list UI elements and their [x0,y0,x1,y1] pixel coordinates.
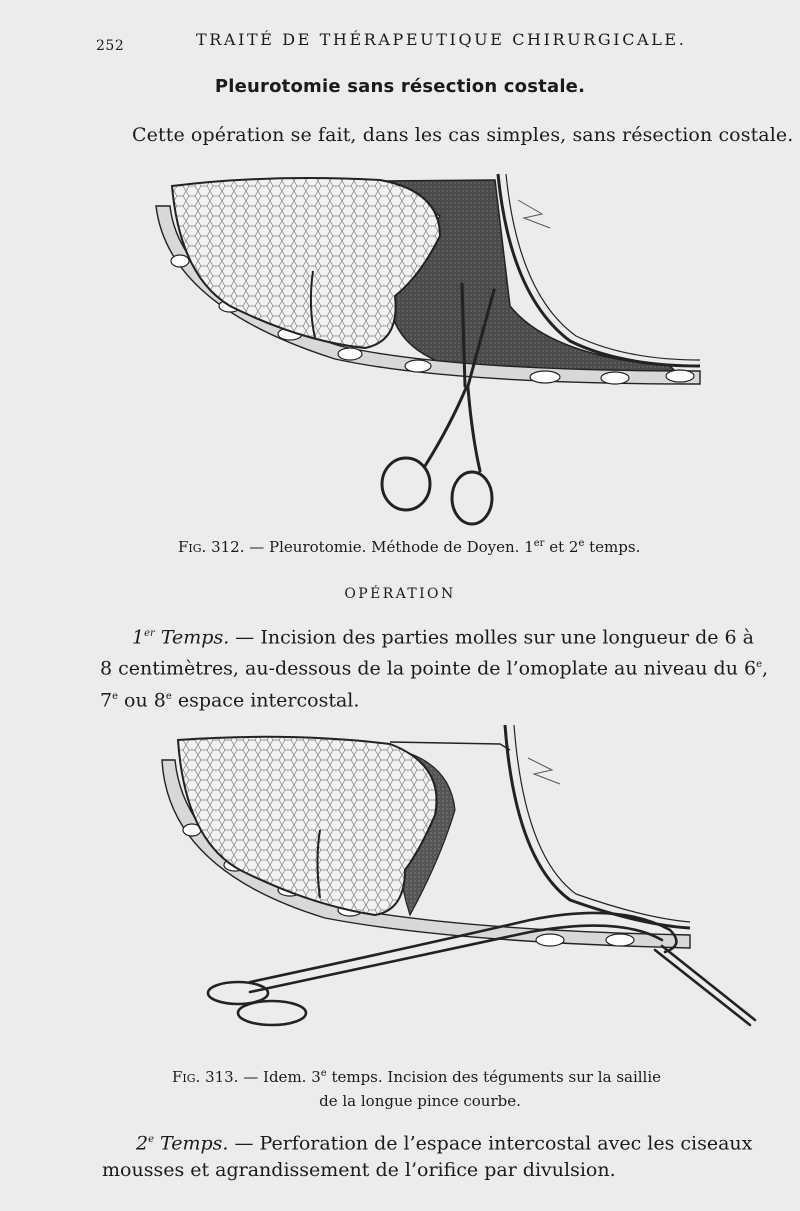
figure-313-label: Fig. 313. [172,1068,239,1086]
figure-312-sup1: er [533,538,545,549]
temps-2-line-1 [102,1126,792,1157]
temps-1-paragraph [100,620,790,714]
temps-1-text-3-sup2: e [165,690,172,702]
temps-2-label: 2 [136,1132,149,1155]
figure-312-caption-mid: et 2 [544,538,579,556]
page-number: 252 [96,38,125,54]
operation-heading: OPÉRATION [344,586,456,602]
temps-1-text-3c: espace intercostal. [171,688,360,711]
temps-1-text-3a: 7 [100,688,113,711]
figure-312-label: Fig. 312. [178,538,245,556]
temps-1-label: 1 [132,626,145,649]
temps-1-label-sup: er [144,628,155,639]
figure-312-caption-text: — Pleurotomie. Méthode de Doyen. 1 [249,538,534,556]
figure-312-illustration [150,166,710,532]
running-title: TRAITÉ DE THÉRAPEUTIQUE CHIRURGICALE. [196,30,687,49]
temps-2-text-1: — Perforation de l’espace intercostal avec les ciseaux [228,1132,753,1155]
temps-2-label-word: Temps. [154,1132,229,1155]
temps-2-line-2: mousses et agrandissement de l’orifice par divulsion. [102,1159,616,1182]
temps-2-label-sup: e [148,1134,155,1145]
figure-312-caption [178,538,800,556]
figure-313-caption-sup: e [320,1068,327,1079]
temps-1-text-2-sup: e [756,659,762,671]
temps-1-line-1 [100,620,790,651]
figure-313-caption-a: — Idem. 3 [243,1068,321,1086]
temps-1-text-3-sup1: e [112,690,119,702]
figure-313-caption-b: temps. Incision des téguments sur la saillie [326,1068,662,1086]
figure-313-caption-line-1 [172,1068,661,1086]
figure-312-caption-end: temps. [584,538,641,556]
temps-1-text-1: — Incision des parties molles sur une longueur de 6 à [229,626,755,649]
figure-313-caption-line-2: de la longue pince courbe. [319,1092,521,1110]
figure-313-illustration [150,720,760,1060]
figure-312-sup2: e [578,538,585,549]
temps-1-text-2: 8 centimètres, au-dessous de la pointe de l’omoplate au niveau du 6 [100,657,757,680]
intro-paragraph: Cette opération se fait, dans les cas simples, sans résection costale. [132,124,794,146]
temps-1-line-2 [100,651,790,682]
section-heading: Pleurotomie sans résection costale. [214,76,586,97]
temps-2-paragraph [102,1126,792,1184]
temps-1-line-3 [100,683,790,714]
temps-1-text-2-end: , [762,657,769,680]
temps-1-label-word: Temps. [154,626,230,649]
temps-1-text-3b: ou 8 [118,688,166,711]
